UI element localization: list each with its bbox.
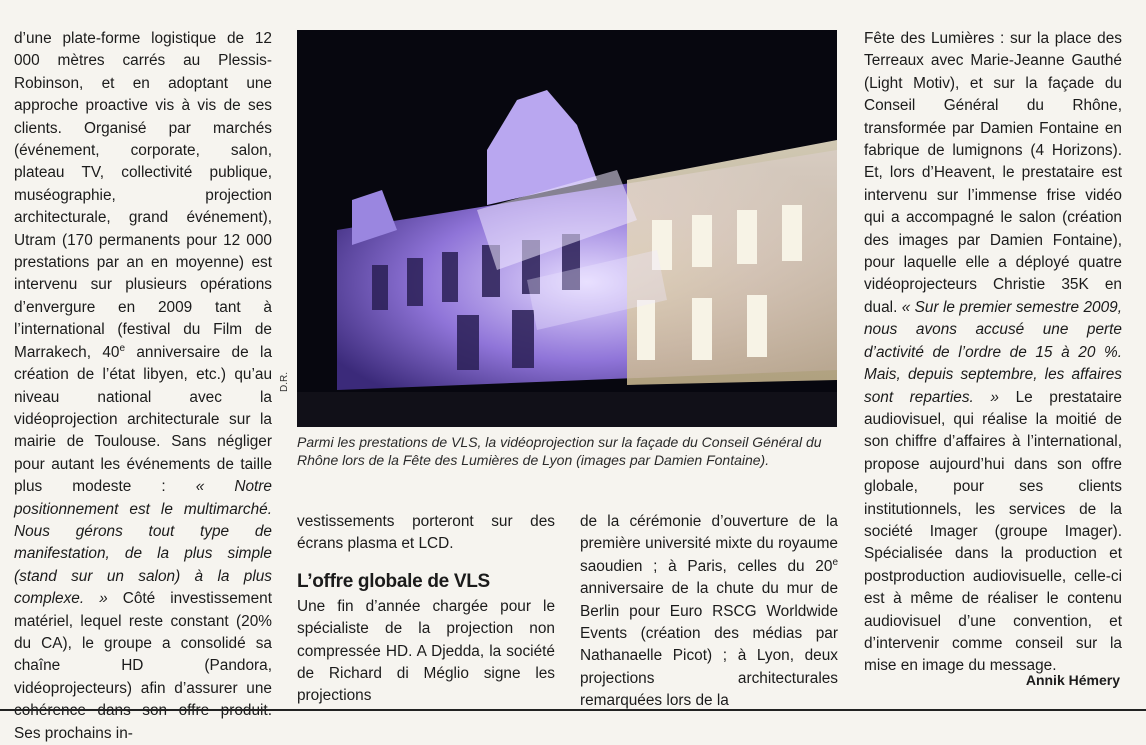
paragraph: de la cérémonie d’ouverture de la première université mixte du royaume saoudien ; à Paris, celles du 20e anniversaire de la chute du mur de Berlin pour Euro RSCG Worldwide Events (création des médias par Nathanaelle Picot) ; à Lyon, deux projections architecturales remarquées lors de la bbox=[580, 513, 838, 710]
article-column-4 bbox=[864, 28, 1122, 678]
section-heading: L’offre globale de VLS bbox=[297, 570, 490, 592]
quote: « Notre positionnement est le multimarché. Nous gérons tout type de manifestation, de la plus simple (stand sur un salon) à la plus complexe. » bbox=[14, 478, 272, 608]
article-column-2 bbox=[297, 511, 555, 708]
paragraph: vestissements porteront sur des écrans plasma et LCD. bbox=[297, 513, 555, 553]
paragraph: Une fin d’année chargée pour le spécialiste de la projection non compressée HD. A Djedda, la société de Richard di Méglio signe les projections bbox=[297, 597, 555, 705]
superscript: e bbox=[832, 556, 838, 568]
facade-photo bbox=[297, 30, 837, 427]
photo-caption: Parmi les prestations de VLS, la vidéoprojection sur la façade du Conseil Général du Rhône lors de la Fête des Lumières de Lyon (images par Damien Fontaine). bbox=[297, 434, 822, 468]
building-illustration bbox=[297, 30, 837, 427]
author-byline: Annik Hémery bbox=[1025, 672, 1120, 688]
article-column-1 bbox=[14, 28, 272, 745]
paragraph: Fête des Lumières : sur la place des Terreaux avec Marie-Jeanne Gauthé (Light Motiv), et sur la façade du Conseil Général du Rhône, transformée par Damien Fontaine en fabrique de lumignons (4 Horizons). Et, lors d’Heavent, le prestataire est intervenu sur l’immense frise vidéo qui a accompagné le salon (création des images par Damien Fontaine), pour laquelle elle a déployé quatre vidéoprojecteurs Christie 35K en dual. « Sur le premier semestre 2009, nous avons accusé une perte d’activité de l’ordre de 15 à 20 %. Mais, depuis septembre, les affaires sont reparties. » Le prestataire audiovisuel, qui réalise la moitié de son chiffre d’affaires à l’international, propose aujourd’hui dans son offre globale, pour ses clients institutionnels, les services de la société Imager (groupe Imager). Spécialisée dans la production et postproduction audiovisuelle, celle-ci est à même de réaliser le contenu audiovisuel d’une convention, et d’intervenir comme conseil sur la mise en image du message. bbox=[864, 30, 1122, 675]
article-column-3 bbox=[580, 511, 838, 713]
superscript: e bbox=[119, 342, 126, 354]
photo-credit: D.R. bbox=[279, 372, 290, 392]
quote: « Sur le premier semestre 2009, nous avons accusé une perte d’activité de l’ordre de 15 à 20 %. Mais, depuis septembre, les affaires sont reparties. » bbox=[864, 298, 1122, 406]
paragraph: d’une plate-forme logistique de 12 000 mètres carrés au Plessis-Robinson, et en adoptant une approche proactive vis à vis de ses clients. Organisé par marchés (événement, corporate, salon, plateau TV, collectivité publique, muséographie, projection architecturale, grand événement), Utram (170 permanents pour 12 000 prestations par an en moyenne) est intervenu sur plusieurs opérations d’envergure en 2009 tant à l’international (festival du Film de Marrakech, 40e anniversaire de la création de l’état libyen, etc.) qu’au niveau national avec la vidéoprojection architecturale sur la mairie de Toulouse. Sans négliger pour autant les événements de taille plus modeste : « Notre positionnement est le multimarché. Nous gérons tout type de manifestation, de la plus simple (stand sur un salon) à la plus complexe. » Côté investissement matériel, lequel reste constant (20% du CA), le groupe a consolidé sa chaîne HD (Pandora, vidéoprojecteurs) afin d’assurer une Ses prochains in- bbox=[14, 30, 273, 742]
bottom-rule bbox=[0, 709, 1146, 711]
